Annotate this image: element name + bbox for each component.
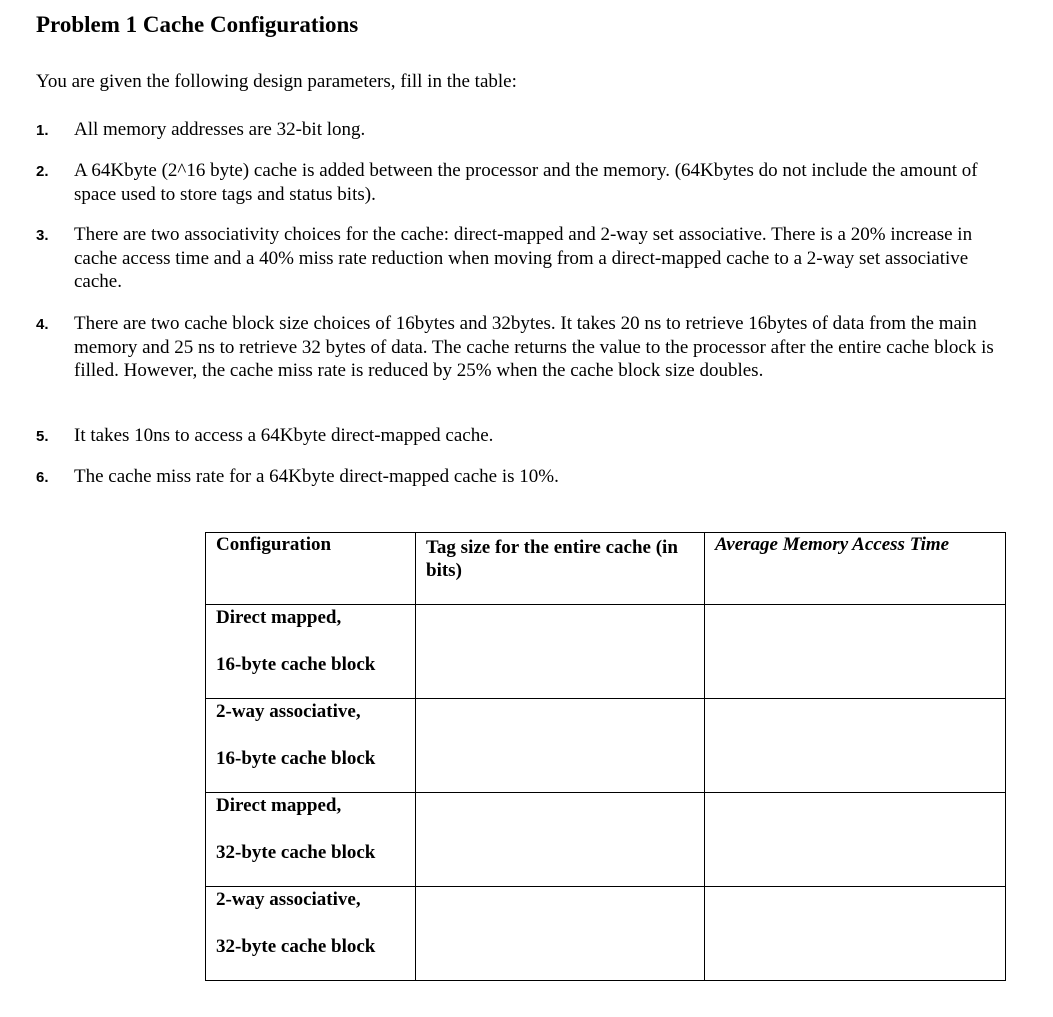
amat-cell[interactable] [705,793,1006,887]
tag-size-header: Tag size for the entire cache (in bits) [416,533,705,605]
tag-size-cell[interactable] [416,699,705,793]
table-row [206,793,1006,887]
configuration-associativity: Direct mapped, [216,795,342,816]
configuration-block-size: 32-byte cache block [216,936,376,957]
list-item-text: There are two associativity choices for the cache: direct-mapped and 2-way set associative. There is a 20% increase in cache access time and a 40% miss rate reduction when moving from a direct-mapped cache to a 2-way set associative cache. [74,224,973,292]
configuration-cell [206,793,416,887]
table-row [206,699,1006,793]
list-item-text: All memory addresses are 32-bit long. [74,119,366,140]
list-item-number: 1. [36,122,49,139]
amat-cell[interactable] [705,887,1006,981]
list-item-number: 5. [36,428,49,445]
configuration-associativity: 2-way associative, [216,889,361,910]
table-row [206,605,1006,699]
cache-config-table [205,532,1006,981]
configuration-cell [206,887,416,981]
tag-size-cell[interactable] [416,605,705,699]
configuration-block-size: 16-byte cache block [216,654,376,675]
table-header-row [206,533,1006,605]
list-item-text: It takes 10ns to access a 64Kbyte direct-mapped cache. [74,425,494,446]
configuration-block-size: 32-byte cache block [216,842,376,863]
list-item-number: 2. [36,163,49,180]
table-row [206,887,1006,981]
configuration-associativity: 2-way associative, [216,701,361,722]
amat-cell[interactable] [705,605,1006,699]
intro-text: You are given the following design parameters, fill in the table: [36,71,517,92]
list-item-number: 3. [36,227,49,244]
list-item-text: There are two cache block size choices of 16bytes and 32bytes. It takes 20 ns to retrieve 16bytes of data from the main memory and 25 ns to retrieve 32 bytes of data. The cache returns the value to the processor after the entire cache block is filled. However, the cache miss rate is reduced by 25% when the cache block size doubles. [74,313,994,381]
amat-header: Average Memory Access Time [705,533,1006,605]
tag-size-cell[interactable] [416,887,705,981]
configuration-cell [206,699,416,793]
page-title: Problem 1 Cache Configurations [36,12,359,37]
tag-size-cell[interactable] [416,793,705,887]
configuration-header: Configuration [206,533,416,605]
amat-cell[interactable] [705,699,1006,793]
configuration-associativity: Direct mapped, [216,607,342,628]
list-item-text: A 64Kbyte (2^16 byte) cache is added between the processor and the memory. (64Kbytes do not include the amount of space used to store tags and status bits). [74,160,978,205]
list-item-number: 6. [36,469,49,486]
configuration-cell [206,605,416,699]
configuration-block-size: 16-byte cache block [216,748,376,769]
list-item-number: 4. [36,316,49,333]
list-item-text: The cache miss rate for a 64Kbyte direct-mapped cache is 10%. [74,466,559,487]
